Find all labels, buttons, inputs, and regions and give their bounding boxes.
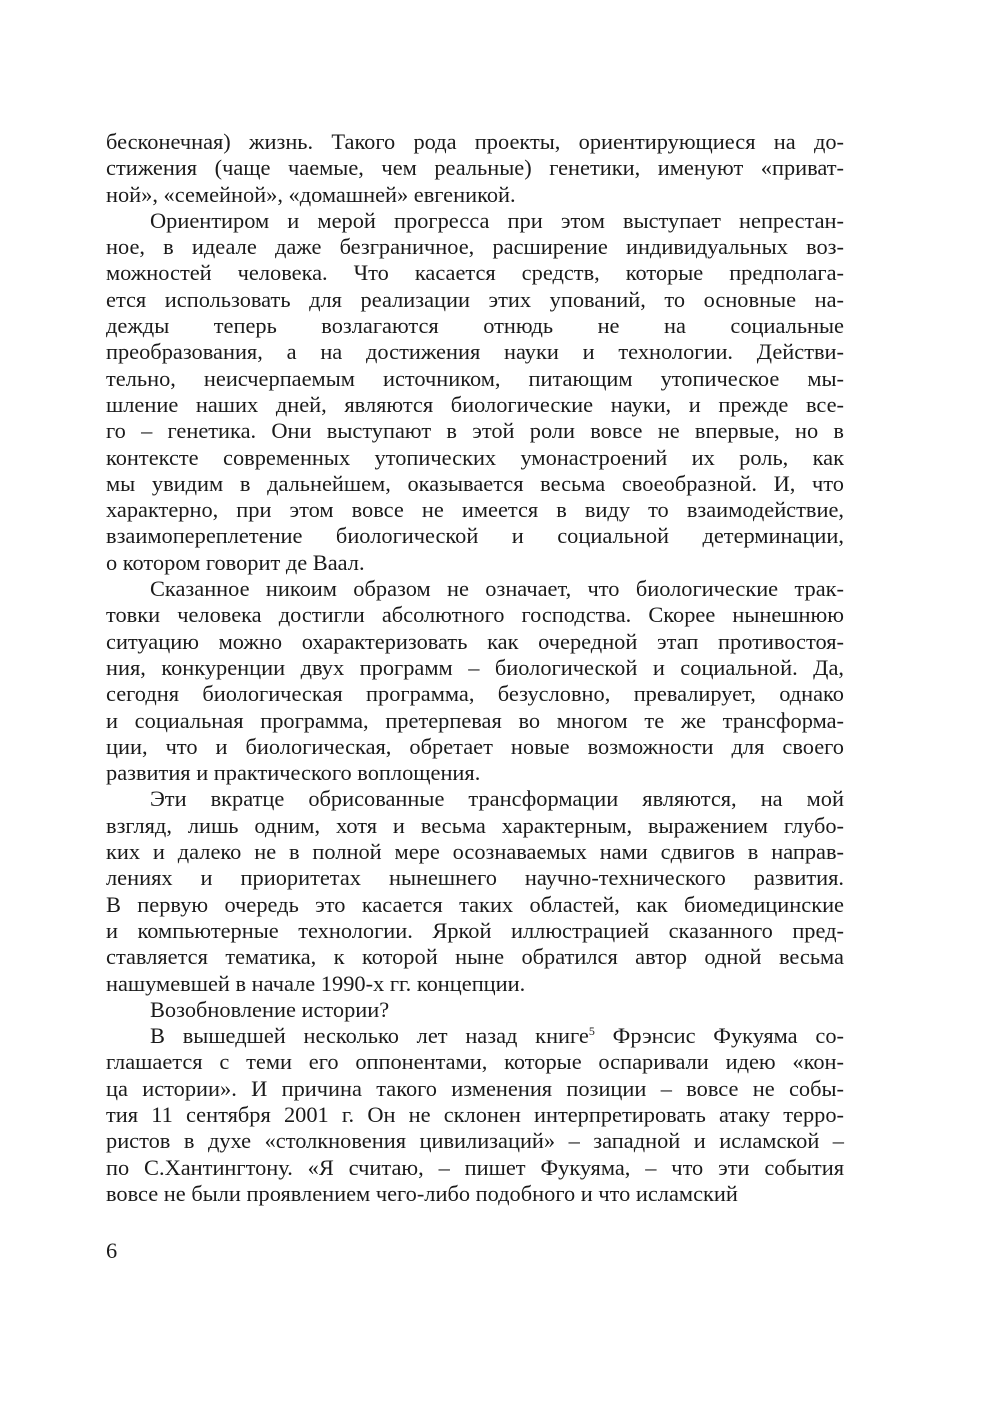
footnote-marker: 5 — [588, 1024, 595, 1039]
text-line: мы увидим в дальнейшем, оказывается весьма своеобразной. И, что — [106, 470, 844, 496]
paragraph — [106, 1023, 844, 1207]
text-line: Ориентиром и мерой прогресса при этом выступает непрестан- — [150, 207, 844, 233]
paragraph — [106, 997, 844, 1023]
paragraph — [106, 129, 844, 208]
text-line: В первую очередь это касается таких областей, как биомедицинские — [106, 891, 844, 917]
text-line: тия 11 сентября 2001 г. Он не склонен интерпретировать атаку терро- — [106, 1101, 844, 1127]
text-line: ситуацию можно охарактеризовать как очередной этап противостоя- — [106, 628, 844, 654]
text-line: нашумевшей в начале 1990-х гг. концепции. — [106, 970, 526, 996]
text-line: преобразования, а на достижения науки и технологии. Действи- — [106, 339, 844, 365]
text-line: и социальная программа, претерпевая во многом те же трансформа- — [106, 707, 844, 733]
paragraph — [106, 208, 844, 576]
text-line: ции, что и биологическая, обретает новые возможности для своего — [106, 733, 844, 759]
text-line: Возобновление истории? — [150, 996, 390, 1022]
paragraph — [106, 786, 844, 996]
text-line: о котором говорит де Ваал. — [106, 549, 365, 575]
text-line: Сказанное никоим образом не означает, что биологические трак- — [150, 576, 844, 602]
body-text — [106, 129, 844, 1207]
text-line: взгляд, лишь одним, хотя и весьма характерным, выражением глубо- — [106, 812, 844, 838]
text-line: лениях и приоритетах нынешнего научно-технического развития. — [106, 865, 844, 891]
text-line: ца истории». И причина такого изменения позиции – вовсе не собы- — [106, 1075, 844, 1101]
text-line: Эти вкратце обрисованные трансформации являются, на мой — [150, 786, 844, 812]
text-line: контексте современных утопических умонастроений их роль, как — [106, 444, 844, 470]
text-line: бесконечная) жизнь. Такого рода проекты, ориентирующиеся на до- — [106, 129, 844, 154]
text-line: по С.Хантингтону. «Я считаю, – пишет Фукуяма, – что эти события — [106, 1154, 844, 1180]
text-line: ния, конкуренции двух программ – биологической и социальной. Да, — [106, 654, 844, 680]
text-line: характерно, при этом вовсе не имеется в виду то взаимодействие, — [106, 497, 844, 523]
text-line: и компьютерные технологии. Яркой иллюстрацией сказанного пред- — [106, 917, 844, 943]
text-line: товки человека достигли абсолютного господства. Скорее нынешнюю — [106, 602, 844, 628]
text-line: глашается с теми его оппонентами, которые оспаривали идею «кон- — [106, 1049, 844, 1075]
text-line: дежды теперь возлагаются отнюдь не на социальные — [106, 313, 844, 339]
paragraph — [106, 576, 844, 786]
text-line: вовсе не были проявлением чего-либо подобного и что исламский — [106, 1180, 738, 1206]
text-line: ких и далеко не в полной мере осознаваемых нами сдвигов в направ- — [106, 839, 844, 865]
text-line: взаимопереплетение биологической и социальной детерминации, — [106, 523, 844, 549]
text-line: тельно, неисчерпаемым источником, питающим утопическое мы- — [106, 365, 844, 391]
text-line: ставляется тематика, к которой ныне обратился автор одной весьма — [106, 944, 844, 970]
text-line: го – генетика. Они выступают в этой роли вовсе не впервые, но в — [106, 418, 844, 444]
text-line: стижения (чаще чаемые, чем реальные) генетики, именуют «приват- — [106, 155, 844, 181]
text-line: ется использовать для реализации этих упований, то основные на- — [106, 286, 844, 312]
text-line: шление наших дней, являются биологические науки, и прежде все- — [106, 391, 844, 417]
text-line: можностей человека. Что касается средств, которые предполага- — [106, 260, 844, 286]
text-line: сегодня биологическая программа, безусловно, превалирует, однако — [106, 681, 844, 707]
page-number: 6 — [106, 1238, 118, 1263]
text-line: В вышедшей несколько лет назад книге$^5$ Фрэнсис Фукуяма со- — [150, 1023, 844, 1049]
text-line: развития и практического воплощения. — [106, 760, 481, 786]
text-line: ристов в духе «столкновения цивилизаций» – западной и исламской – — [106, 1128, 844, 1154]
text-line: ное, в идеале даже безграничное, расширение индивидуальных воз- — [106, 234, 844, 260]
text-line: ной», «семейной», «домашней» евгеникой. — [106, 181, 516, 207]
